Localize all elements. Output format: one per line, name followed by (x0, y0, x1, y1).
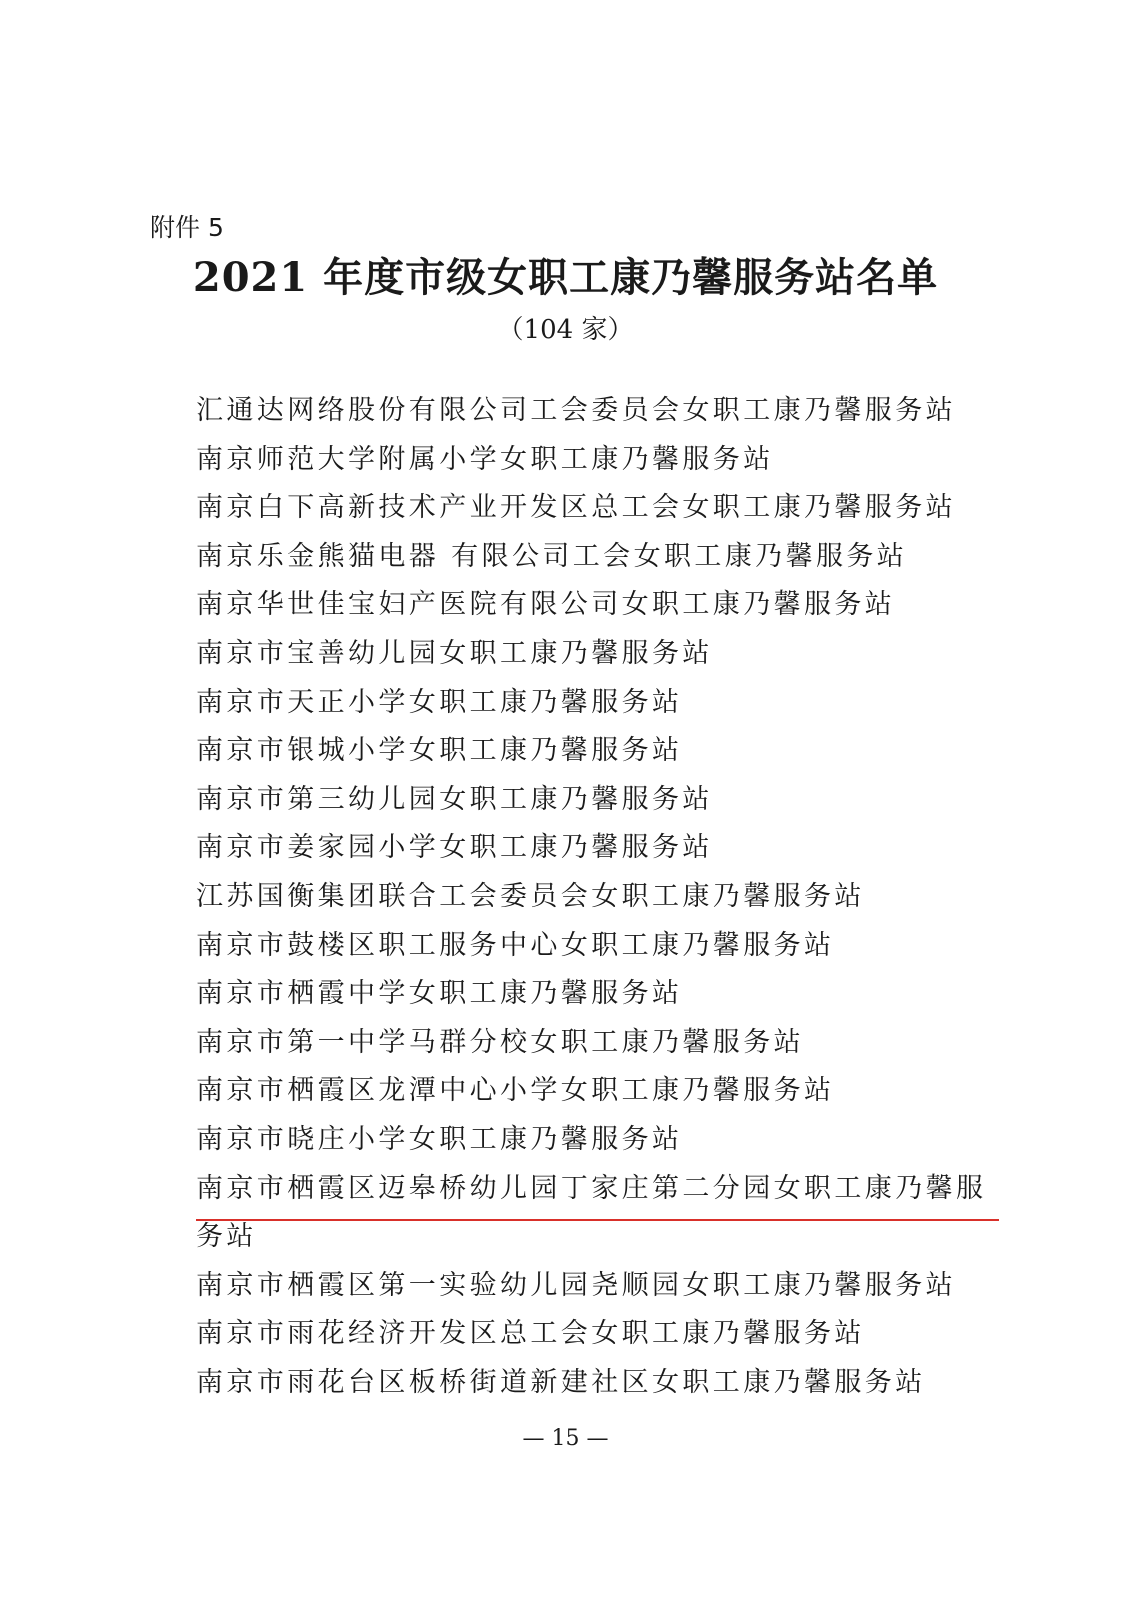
list-item: 南京市鼓楼区职工服务中心女职工康乃馨服务站 (196, 929, 835, 961)
list-item: 南京市银城小学女职工康乃馨服务站 (196, 735, 683, 767)
list-item: 南京市栖霞区龙潭中心小学女职工康乃馨服务站 (196, 1075, 835, 1107)
station-list (196, 387, 1006, 1407)
list-item: 南京市栖霞中学女职工康乃馨服务站 (196, 978, 683, 1010)
list-item: 南京市第三幼儿园女职工康乃馨服务站 (196, 783, 713, 815)
attachment-label: 附件 5 (150, 213, 224, 242)
list-item: 南京市栖霞区迈皋桥幼儿园丁家庄第二分园女职工康乃馨服务站 (196, 1172, 987, 1253)
document-title: 2021 年度市级女职工康乃馨服务站名单 (192, 254, 939, 301)
red-underline (196, 1219, 999, 1221)
station-count: （104 家） (497, 315, 634, 345)
list-item: 南京华世佳宝妇产医院有限公司女职工康乃馨服务站 (196, 589, 896, 621)
list-item: 南京乐金熊猫电器 有限公司工会女职工康乃馨服务站 (196, 540, 908, 572)
list-item: 南京白下高新技术产业开发区总工会女职工康乃馨服务站 (196, 492, 956, 524)
list-item: 南京市雨花经济开发区总工会女职工康乃馨服务站 (196, 1318, 865, 1350)
list-item: 南京市姜家园小学女职工康乃馨服务站 (196, 832, 713, 864)
list-item: 江苏国衡集团联合工会委员会女职工康乃馨服务站 (196, 880, 865, 912)
list-item: 南京市栖霞区第一实验幼儿园尧顺园女职工康乃馨服务站 (196, 1269, 956, 1301)
page-number: — 15 — (522, 1426, 609, 1451)
list-item: 南京市宝善幼儿园女职工康乃馨服务站 (196, 637, 713, 669)
list-item: 南京师范大学附属小学女职工康乃馨服务站 (196, 443, 774, 475)
list-item: 南京市第一中学马群分校女职工康乃馨服务站 (196, 1026, 804, 1058)
list-item: 南京市雨花台区板桥街道新建社区女职工康乃馨服务站 (196, 1366, 926, 1398)
list-item: 南京市晓庄小学女职工康乃馨服务站 (196, 1123, 683, 1155)
list-item: 汇通达网络股份有限公司工会委员会女职工康乃馨服务站 (196, 395, 956, 426)
list-item: 南京市天正小学女职工康乃馨服务站 (196, 686, 683, 718)
